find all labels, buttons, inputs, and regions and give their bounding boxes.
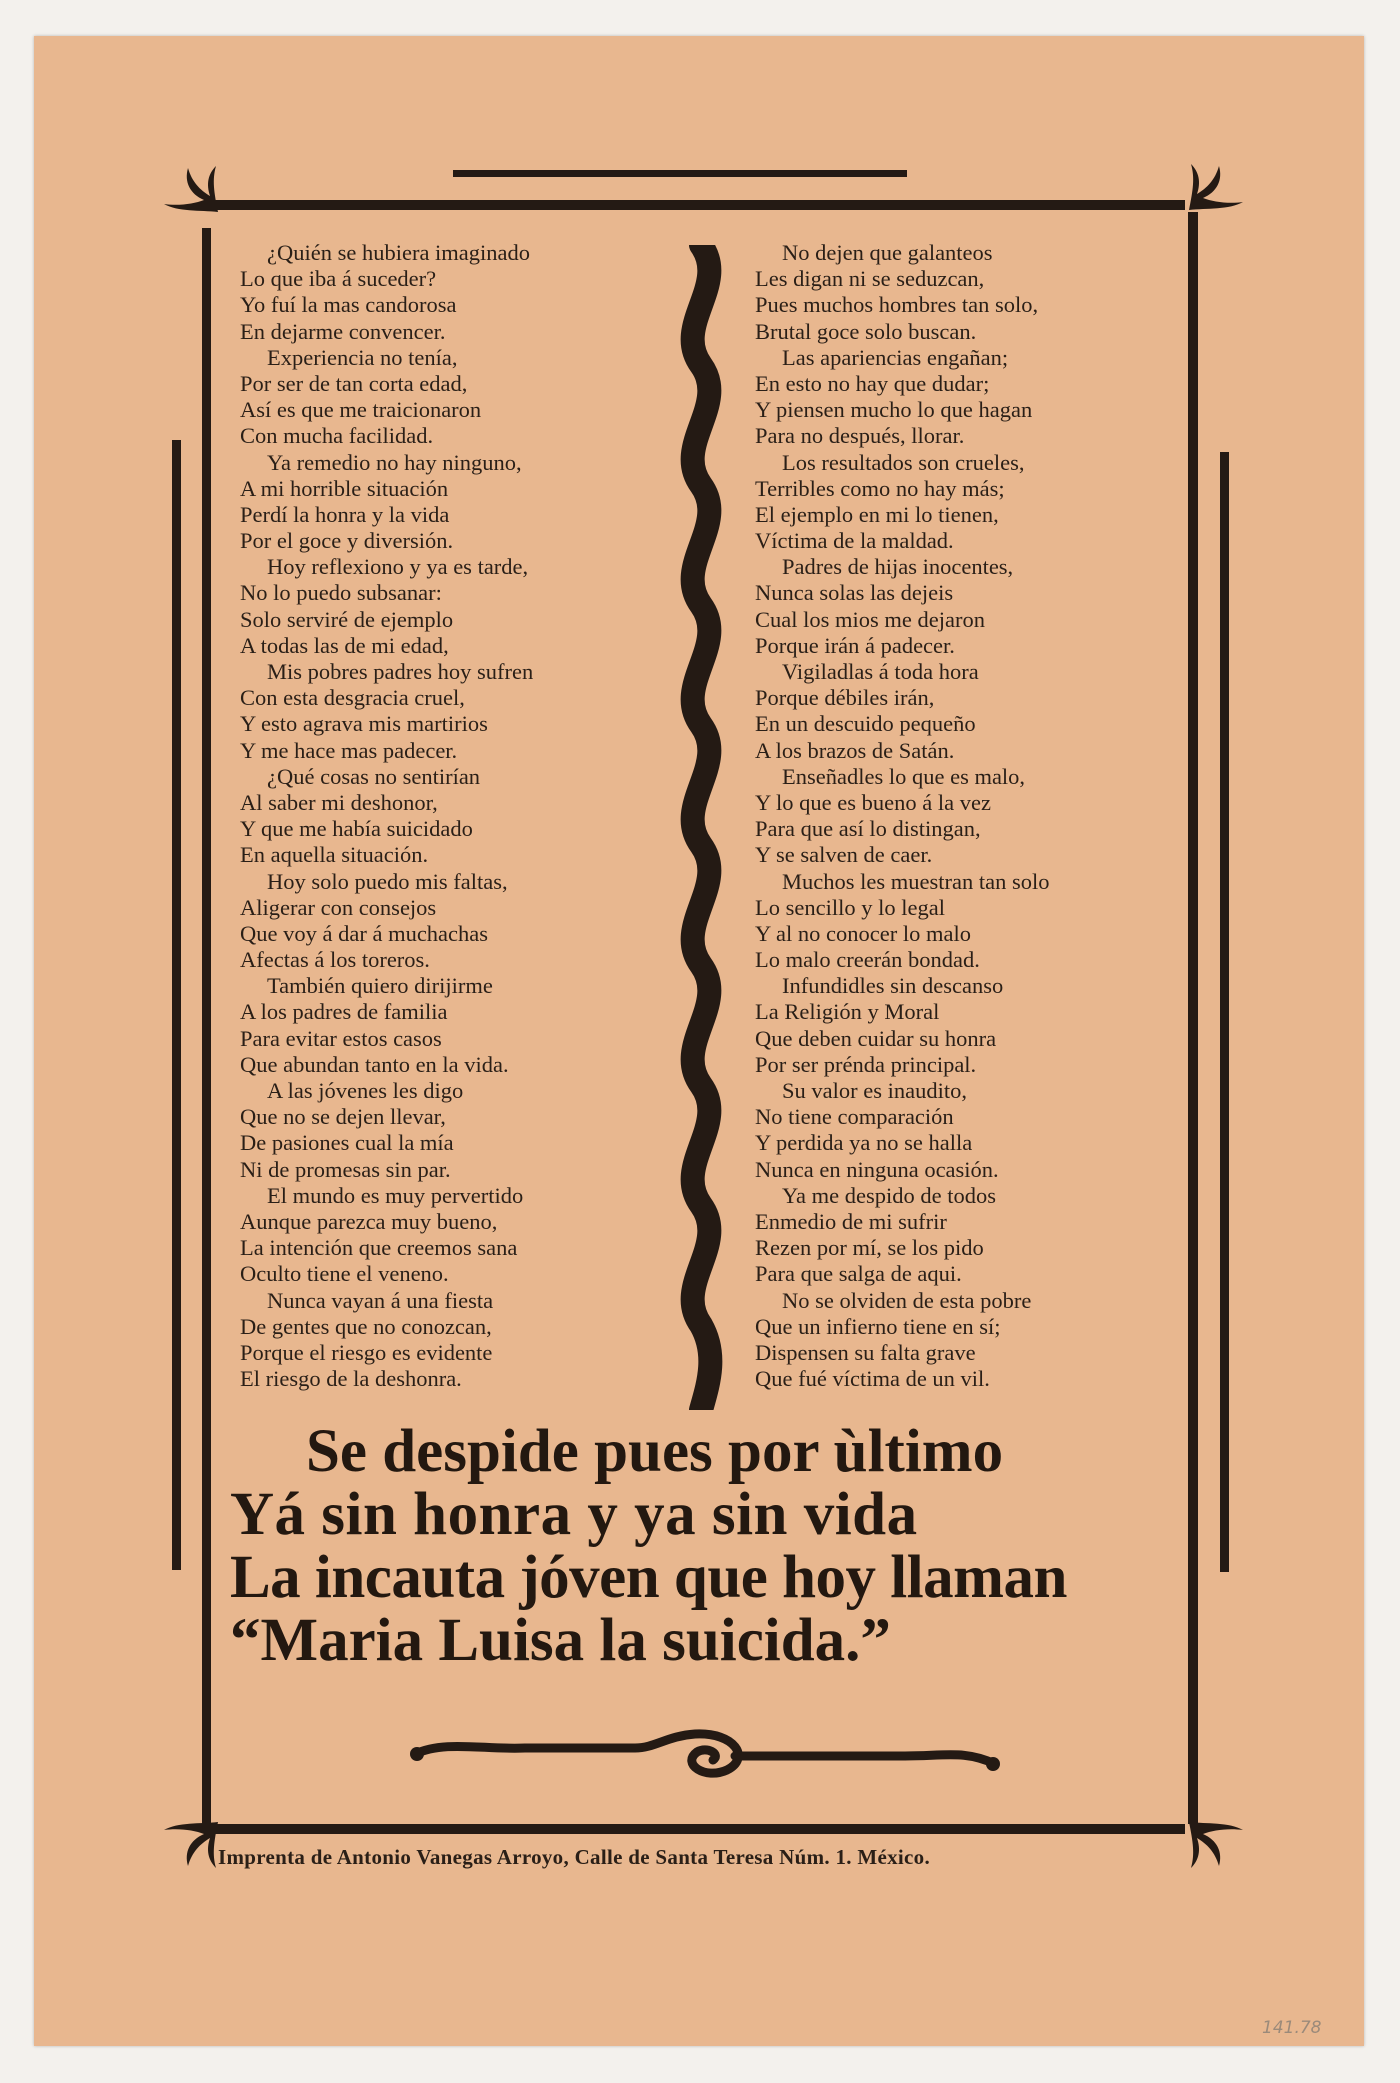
poem-line: El mundo es muy pervertido xyxy=(267,1182,524,1208)
poem-line: Que abundan tanto en la vida. xyxy=(240,1051,509,1077)
corner-ornament-top-right-icon xyxy=(1185,158,1247,220)
poem-line: Pues muchos hombres tan solo, xyxy=(755,292,1039,318)
poem-line: También quiero dirijirme xyxy=(267,973,493,999)
corner-ornament-top-left-icon xyxy=(160,160,222,222)
poem-line: No tiene comparación xyxy=(755,1104,954,1130)
poem-line: Para que así lo distingan, xyxy=(755,816,981,842)
closing-verse-line: “Maria Luisa la suicida.” xyxy=(230,1607,891,1674)
poem-line: Que un infierno tiene en sí; xyxy=(755,1313,1001,1339)
poem-line: Nunca en ninguna ocasión. xyxy=(755,1156,999,1182)
poem-line: Y se salven de caer. xyxy=(755,842,933,868)
poem-line: Mis pobres padres hoy sufren xyxy=(267,659,534,684)
poem-line: Enseñadles lo que es malo, xyxy=(782,763,1026,789)
poem-line: Oculto tiene el veneno. xyxy=(240,1261,449,1287)
poem-line: A mi horrible situación xyxy=(240,475,449,501)
poem-line: Lo que iba á suceder? xyxy=(240,266,437,292)
poem-line: Aunque parezca muy bueno, xyxy=(240,1208,498,1234)
poem-line: Aligerar con consejos xyxy=(240,894,437,920)
poem-line: Porque irán á padecer. xyxy=(755,632,955,658)
closing-verse-line: La incauta jóven que hoy llaman xyxy=(230,1544,1067,1611)
poem-line: A las jóvenes les digo xyxy=(267,1078,464,1103)
poem-line: Y que me había suicidado xyxy=(240,816,473,842)
poem-line: La Religión y Moral xyxy=(755,999,940,1025)
poem-line: Para evitar estos casos xyxy=(240,1025,442,1051)
poem-line: Lo sencillo y lo legal xyxy=(755,894,945,920)
poem-line: ¿Quién se hubiera imaginado xyxy=(267,240,531,265)
poem-line: Perdí la honra y la vida xyxy=(240,501,450,527)
poem-line: Ya me despido de todos xyxy=(782,1182,996,1208)
poem-line: Que no se dejen llevar, xyxy=(240,1104,446,1130)
poem-line: No dejen que galanteos xyxy=(782,240,993,265)
poem-line: Y al no conocer lo malo xyxy=(755,920,971,946)
poem-line: De pasiones cual la mía xyxy=(240,1130,454,1156)
poem-line: En aquella situación. xyxy=(240,842,429,868)
closing-verse-line: Se despide pues por ùltimo xyxy=(306,1418,1004,1485)
poem-line: No se olviden de esta pobre xyxy=(782,1287,1032,1313)
poem-line: Nunca vayan á una fiesta xyxy=(267,1287,494,1313)
poem-line: Por el goce y diversión. xyxy=(240,528,454,554)
poem-line: Al saber mi deshonor, xyxy=(240,789,438,815)
poem-line: Yo fuí la mas candorosa xyxy=(240,292,457,318)
poem-line: Víctima de la maldad. xyxy=(755,528,954,554)
frame-top-border xyxy=(210,200,1185,210)
poem-line: Así es que me traicionaron xyxy=(240,397,482,423)
poem-line: Por ser prénda principal. xyxy=(755,1051,977,1077)
poem-right-column xyxy=(755,240,1049,1392)
poem-line: Les digan ni se seduzcan, xyxy=(755,266,985,292)
poem-line: Y esto agrava mis martirios xyxy=(240,711,488,737)
poem-line: Vigiladlas á toda hora xyxy=(782,659,979,684)
poem-line: Para no después, llorar. xyxy=(755,423,965,449)
poem-line: ¿Qué cosas no sentirían xyxy=(267,763,481,789)
poem-line: Experiencia no tenía, xyxy=(267,344,458,370)
poem-line: Porque el riesgo es evidente xyxy=(240,1339,493,1365)
poem-line: Brutal goce solo buscan. xyxy=(755,318,977,344)
poem-line: Lo malo creerán bondad. xyxy=(755,947,980,973)
closing-verse xyxy=(226,1420,1186,1672)
poem-line: Y me hace mas padecer. xyxy=(240,737,458,763)
outer-right-side-rule xyxy=(1220,452,1229,1572)
poem-line: Cual los mios me dejaron xyxy=(755,606,985,632)
frame-bottom-border xyxy=(210,1824,1185,1834)
poem-line: Que fué víctima de un vil. xyxy=(755,1366,990,1392)
poem-line: En dejarme convencer. xyxy=(240,318,446,344)
poem-line: A todas las de mi edad, xyxy=(240,632,449,658)
poem-line: Afectas á los toreros. xyxy=(240,947,430,973)
poem-left-column xyxy=(240,240,533,1392)
poem-line: Ni de promesas sin par. xyxy=(240,1156,451,1182)
poem-line: Solo serviré de ejemplo xyxy=(240,606,454,632)
poem-line: Hoy solo puedo mis faltas, xyxy=(267,868,508,894)
poem-line: De gentes que no conozcan, xyxy=(240,1313,492,1339)
corner-ornament-bottom-left-icon xyxy=(160,1812,222,1874)
top-decorative-rule xyxy=(453,170,907,177)
poem-line: Enmedio de mi sufrir xyxy=(755,1208,947,1234)
poem-line: Con mucha facilidad. xyxy=(240,423,434,449)
poem-line: Infundidles sin descanso xyxy=(782,973,1004,999)
frame-left-border xyxy=(202,228,211,1828)
poem-line: Los resultados son crueles, xyxy=(782,449,1025,475)
poem-line: Con esta desgracia cruel, xyxy=(240,685,465,711)
poem-line: Muchos les muestran tan solo xyxy=(782,868,1050,894)
poem-line: Dispensen su falta grave xyxy=(755,1339,976,1365)
poem-line: El ejemplo en mi lo tienen, xyxy=(755,501,999,527)
poem-line: Y perdida ya no se halla xyxy=(755,1130,973,1156)
scroll-ornament-icon xyxy=(405,1720,1005,1784)
poem-line: Porque débiles irán, xyxy=(755,685,935,711)
outer-left-side-rule xyxy=(172,440,181,1570)
poem-line: Nunca solas las dejeis xyxy=(755,580,954,606)
wavy-column-divider-icon xyxy=(668,245,734,1410)
poem-line: Por ser de tan corta edad, xyxy=(240,370,468,396)
pencil-inventory-note: 141.78 xyxy=(1262,2018,1322,2038)
closing-verse-line: Yá sin honra y ya sin vida xyxy=(230,1481,918,1548)
poem-line: No lo puedo subsanar: xyxy=(240,580,442,606)
corner-ornament-bottom-right-icon xyxy=(1185,1812,1247,1874)
poem-line: Para que salga de aqui. xyxy=(755,1261,962,1287)
poem-line: Su valor es inaudito, xyxy=(782,1078,967,1103)
poem-line: En esto no hay que dudar; xyxy=(755,370,990,396)
frame-right-border xyxy=(1188,212,1198,1824)
poem-line: El riesgo de la deshonra. xyxy=(240,1366,462,1392)
poem-line: Rezen por mí, se los pido xyxy=(755,1235,984,1261)
poem-line: Las apariencias engañan; xyxy=(782,344,1009,370)
poem-line: Ya remedio no hay ninguno, xyxy=(267,449,522,475)
poem-line: Que deben cuidar su honra xyxy=(755,1025,997,1051)
printer-imprint: Imprenta de Antonio Vanegas Arroyo, Calle de Santa Teresa Núm. 1. México. xyxy=(218,1845,931,1869)
poem-line: A los brazos de Satán. xyxy=(755,737,955,763)
poem-line: La intención que creemos sana xyxy=(240,1235,518,1261)
poem-line: Padres de hijas inocentes, xyxy=(782,554,1014,580)
poem-line: A los padres de familia xyxy=(240,999,448,1025)
poem-line: En un descuido pequeño xyxy=(755,711,976,737)
poem-line: Y piensen mucho lo que hagan xyxy=(755,397,1033,423)
poem-line: Que voy á dar á muchachas xyxy=(240,920,489,946)
poem-line: Terribles como no hay más; xyxy=(755,475,1005,501)
poem-line: Y lo que es bueno á la vez xyxy=(755,789,991,815)
poem-line: Hoy reflexiono y ya es tarde, xyxy=(267,554,529,580)
